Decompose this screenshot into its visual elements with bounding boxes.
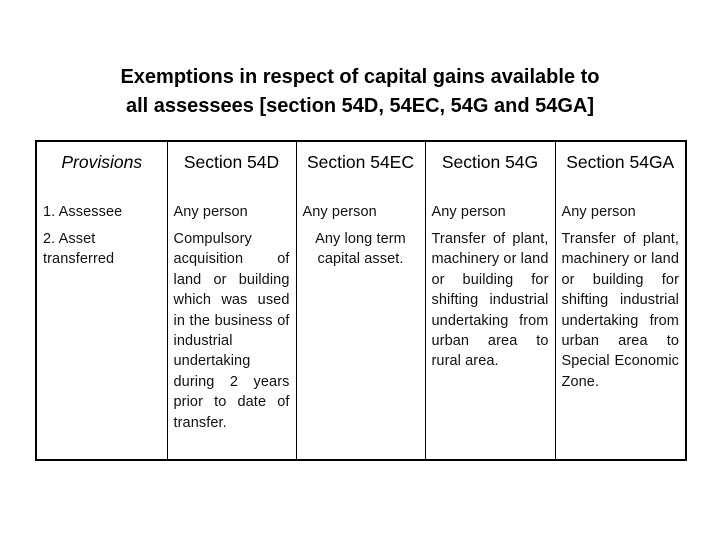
table-row [36,202,686,229]
column-header-section-54ec: Section 54EC [296,141,425,202]
table-row [36,229,686,460]
table-header-row [36,141,686,202]
table-cell: Transfer of plant, machinery or land or building for shifting industrial undertaking from urban area to Special Economic Zone. [555,229,686,460]
column-header-provisions: Provisions [36,141,167,202]
row-label-assessee: 1. Assessee [36,202,167,229]
table-cell: Any person [425,202,555,229]
column-header-section-54d: Section 54D [167,141,296,202]
column-header-section-54g: Section 54G [425,141,555,202]
table-cell: Any person [296,202,425,229]
row-label-asset-transferred: 2. Asset transferred [36,229,167,460]
table-cell: Compulsory acquisition of land or building which was used in the business of industrial undertaking during 2 years prior to date of transfer. [167,229,296,460]
table-cell: Any person [555,202,686,229]
table-cell: Transfer of plant, machinery or land or building for shifting industrial undertaking from urban area to rural area. [425,229,555,460]
column-header-section-54ga: Section 54GA [555,141,686,202]
table-cell: Any long term capital asset. [296,229,425,460]
table-cell: Any person [167,202,296,229]
page-title: Exemptions in respect of capital gains available to all assessees [section 54D, 54EC, 54G and 54GA] [120,66,600,117]
exemptions-table [35,140,687,461]
